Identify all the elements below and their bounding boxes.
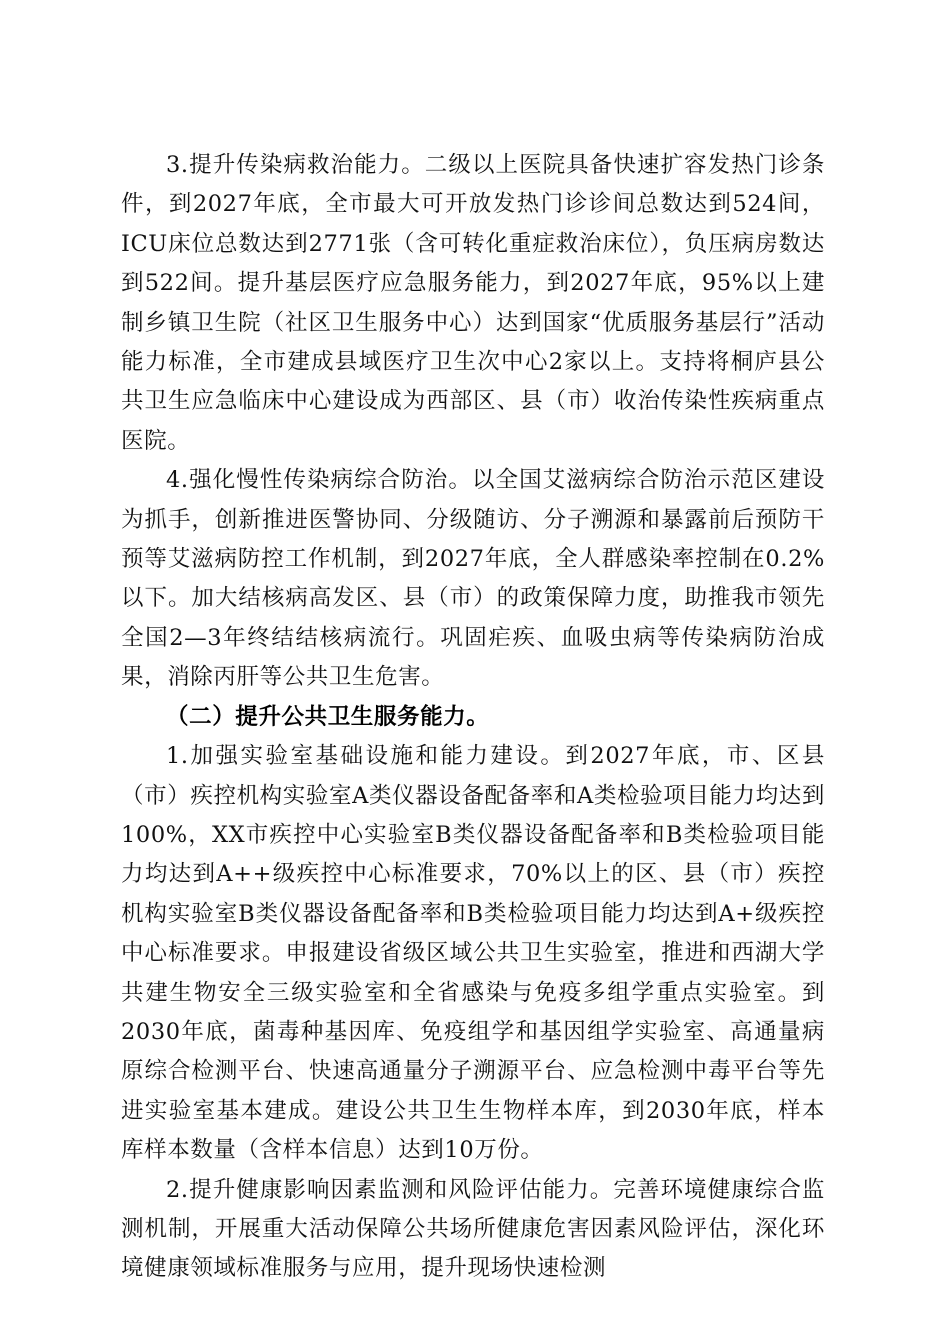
paragraph-chronic-infectious-disease: 4.强化慢性传染病综合防治。以全国艾滋病综合防治示范区建设为抓手，创新推进医警协同、分级随访、分子溯源和暴露前后预防干预等艾滋病防控工作机制，到2027年底，全人群感染率控制在0.2%以下。加大结核病高发区、县（市）的政策保障力度，助推我市领先全国2—3年终结结核病流行。巩固疟疾、血吸虫病等传染病防治成果，消除丙肝等公共卫生危害。 — [121, 467, 825, 691]
paragraph-laboratory-capacity: 1.加强实验室基础设施和能力建设。到2027年底，市、区县（市）疾控机构实验室A类仪器设备配备率和A类检验项目能力均达到100%，XX市疾控中心实验室B类仪器设备配备率和B类检验项目能力均达到A++级疾控中心标准要求，70%以上的区、县（市）疾控机构实验室B类仪器设备配备率和B类检验项目能力均达到A+级疾控中心标准要求。申报建设省级区域公共卫生实验室，推进和西湖大学共建生物安全三级实验室和全省感染与免疫多组学重点实验室。到2030年底，菌毒种基因库、免疫组学和基因组学实验室、高通量病原综合检测平台、快速高通量分子溯源平台、应急检测中毒平台等先进实验室基本建成。建设公共卫生生物样本库，到2030年底，样本库样本数量（含样本信息）达到10万份。 — [121, 743, 825, 1164]
paragraph-infectious-disease-treatment: 3.提升传染病救治能力。二级以上医院具备快速扩容发热门诊条件，到2027年底，全市最大可开放发热门诊诊间总数达到524间，ICU床位总数达到2771张（含可转化重症救治床位），负压病房数达到522间。提升基层医疗应急服务能力，到2027年底，95%以上建制乡镇卫生院（社区卫生服务中心）达到国家“优质服务基层行”活动能力标准，全市建成县域医疗卫生次中心2家以上。支持将桐庐县公共卫生应急临床中心建设成为西部区、县（市）收治传染性疾病重点医院。 — [121, 152, 825, 454]
paragraph-health-risk-monitoring: 2.提升健康影响因素监测和风险评估能力。完善环境健康综合监测机制，开展重大活动保障公共场所健康危害因素风险评估，深化环境健康领域标准服务与应用，提升现场快速检测 — [121, 1176, 825, 1282]
section-heading: （二）提升公共卫生服务能力。 — [166, 703, 490, 730]
document-body — [121, 146, 825, 1289]
